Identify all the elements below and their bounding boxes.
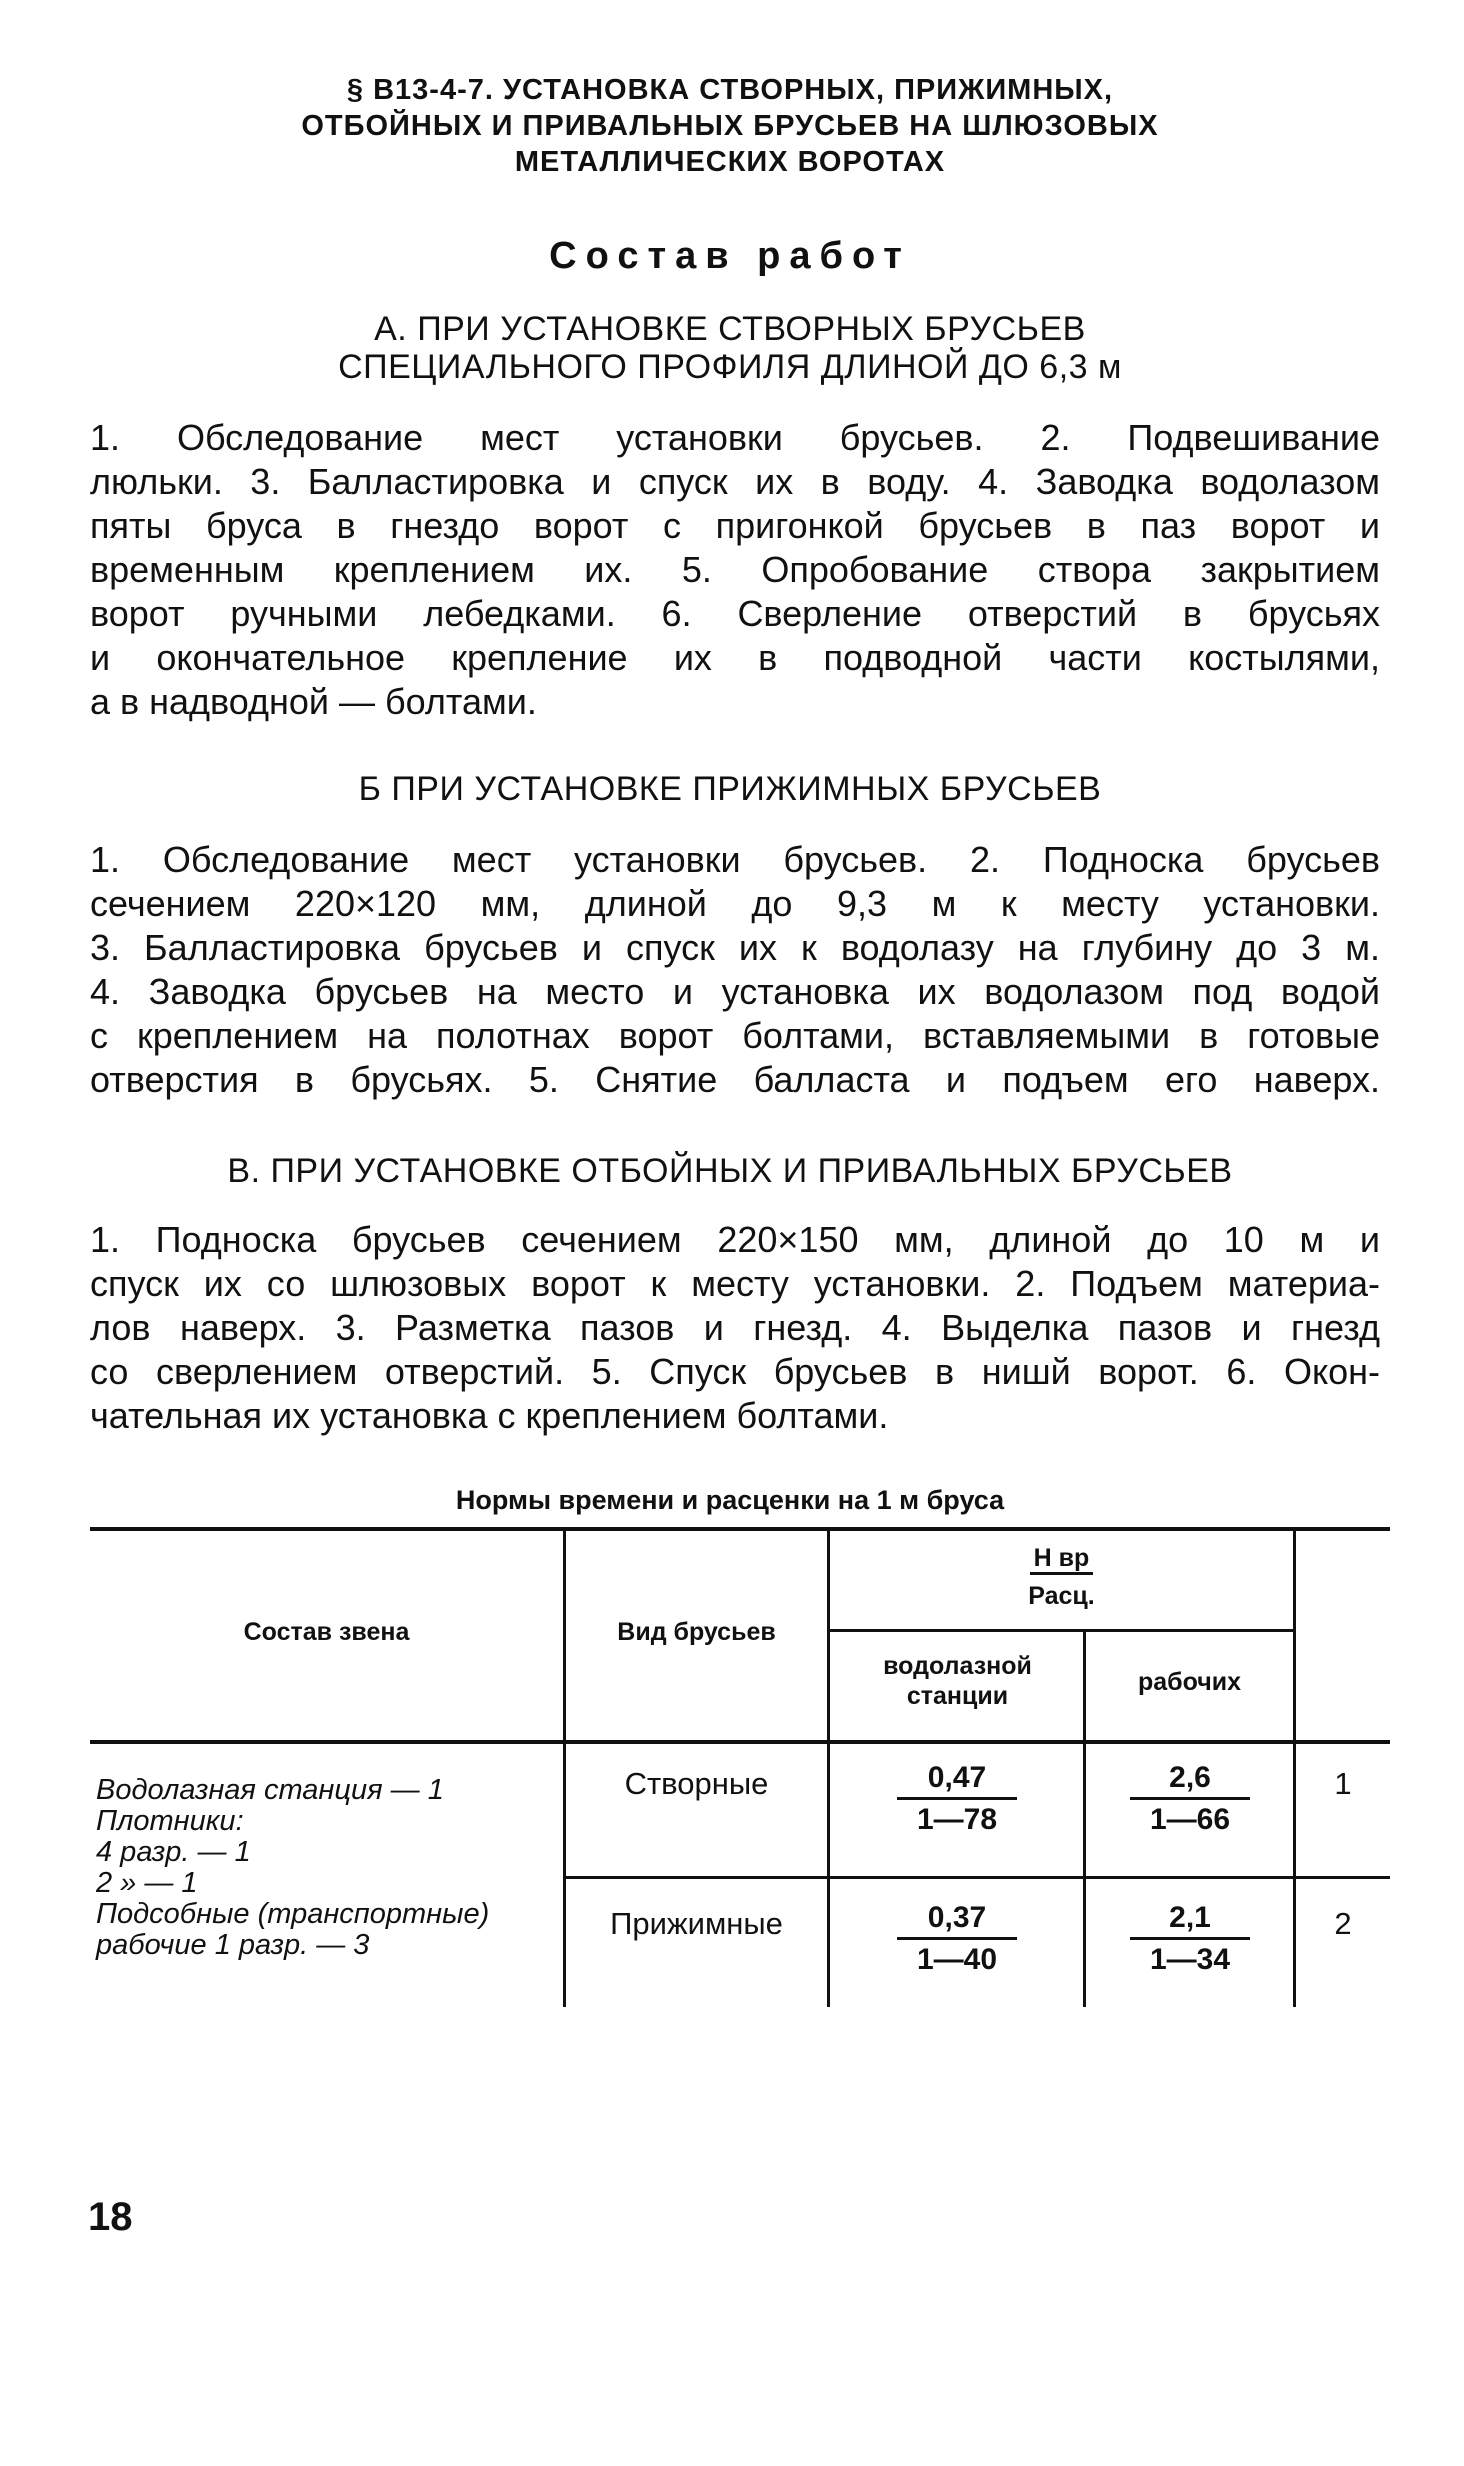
norm-value: 0,37: [927, 1901, 987, 1934]
text-line: а в надводной — болтами.: [90, 681, 537, 722]
text-line: со сверлением отверстий. 5. Спуск брусьев в нишй ворот. 6. Окон-: [90, 1351, 1380, 1392]
heading-line: § В13-4-7. УСТАНОВКА СТВОРНЫХ, ПРИЖИМНЫХ,: [346, 74, 1114, 106]
price-value: 1—34: [1149, 1943, 1231, 1976]
norm-value: 0,47: [927, 1761, 987, 1794]
row1-diver-value: [887, 1759, 1027, 1838]
header-workers: рабочих: [1137, 1668, 1242, 1696]
row2-index: 2: [1334, 1906, 1352, 1941]
work-composition-title: Состав работ: [549, 235, 911, 277]
section-b-title: [130, 770, 1330, 808]
text-line: лов наверх. 3. Разметка пазов и гнезд. 4. Выделка пазов и гнезд: [90, 1307, 1380, 1348]
crew-line: 2 » — 1: [96, 1867, 198, 1899]
row-divider: [565, 1876, 1390, 1879]
section-c-title: [130, 1152, 1330, 1190]
text-line: пяты бруса в гнездо ворот с пригонкой брусьев в паз ворот и: [90, 505, 1380, 546]
text-line: 3. Балластировка брусьев и спуск их к водолазу на глубину до 3 м.: [90, 927, 1380, 968]
section-c-text: [90, 1218, 1380, 1438]
crew-line: Подсобные (транспортные): [96, 1898, 490, 1930]
crew-line: рабочие 1 разр. — 3: [96, 1929, 370, 1961]
section-title-line: Б ПРИ УСТАНОВКЕ ПРИЖИМНЫХ БРУСЬЕВ: [358, 770, 1102, 808]
text-line: с креплением на полотнах ворот болтами, вставляемыми в готовые: [90, 1015, 1380, 1056]
norms-table: [90, 1527, 1390, 2007]
norm-value: 2,6: [1169, 1761, 1211, 1794]
section-title-line: В. ПРИ УСТАНОВКЕ ОТБОЙНЫХ И ПРИВАЛЬНЫХ БРУСЬЕВ: [227, 1152, 1233, 1190]
header-norm-top: Н вр: [1030, 1544, 1094, 1575]
text-line: чательная их установка с креплением болтами.: [90, 1395, 889, 1436]
text-line: ворот ручными лебедками. 6. Сверление отверстий в брусьях: [90, 593, 1380, 634]
section-heading: [130, 72, 1330, 180]
row1-workers-value: [1120, 1759, 1260, 1838]
heading-line: ОТБОЙНЫХ И ПРИВАЛЬНЫХ БРУСЬЕВ НА ШЛЮЗОВЫХ: [301, 110, 1159, 142]
heading-line: МЕТАЛЛИЧЕСКИХ ВОРОТАХ: [514, 146, 946, 178]
header-norm: [830, 1543, 1293, 1573]
price-value: 1—66: [1149, 1803, 1231, 1836]
text-line: и окончательное крепление их в подводной части костылями,: [90, 637, 1380, 678]
header-norm-bottom: Расц.: [1028, 1582, 1095, 1610]
crew-line: 4 разр. — 1: [96, 1836, 251, 1868]
text-line: сечением 220×120 мм, длиной до 9,3 м к месту установки.: [90, 883, 1380, 924]
crew-composition: [96, 1775, 489, 1961]
section-title-line: СПЕЦИАЛЬНОГО ПРОФИЛЯ ДЛИНОЙ ДО 6,3 м: [338, 348, 1122, 386]
norm-value: 2,1: [1169, 1901, 1211, 1934]
text-line: спуск их со шлюзовых ворот к месту установки. 2. Подъем материа-: [90, 1263, 1380, 1304]
section-title-line: А. ПРИ УСТАНОВКЕ СТВОРНЫХ БРУСЬЕВ: [374, 310, 1086, 348]
section-a-text: [90, 416, 1380, 724]
page-number: 18: [88, 2195, 133, 2239]
text-line: 1. Обследование мест установки брусьев. 2. Подноска брусьев: [90, 839, 1380, 880]
header-bottom-rule: [90, 1740, 1390, 1744]
section-b-text: [90, 838, 1380, 1102]
text-line: люльки. 3. Балластировка и спуск их в воду. 4. Заводка водолазом: [90, 461, 1380, 502]
row1-type: Створные: [624, 1766, 769, 1801]
table-top-rule: [90, 1527, 1390, 1531]
header-crew: Состав звена: [243, 1618, 410, 1646]
crew-line: Водолазная станция — 1: [96, 1774, 444, 1806]
header-type: Вид брусьев: [617, 1618, 776, 1646]
row2-workers-value: [1120, 1899, 1260, 1978]
text-line: 4. Заводка брусьев на место и установка их водолазом под водой: [90, 971, 1380, 1012]
row1-index: 1: [1334, 1766, 1352, 1801]
text-line: 1. Подноска брусьев сечением 220×150 мм, длиной до 10 м и: [90, 1219, 1380, 1260]
price-value: 1—40: [916, 1943, 998, 1976]
price-value: 1—78: [916, 1803, 998, 1836]
row2-type: Прижимные: [610, 1906, 783, 1941]
text-line: временным креплением их. 5. Опробование створа закрытием: [90, 549, 1380, 590]
row2-diver-value: [887, 1899, 1027, 1978]
text-line: отверстия в брусьях. 5. Снятие балласта и подъем его наверх.: [90, 1059, 1380, 1100]
header-sub-rule: [830, 1629, 1295, 1632]
section-a-title: [130, 310, 1330, 386]
crew-line: Плотники:: [96, 1805, 244, 1837]
header-diver: водолазной станции: [883, 1652, 1032, 1710]
table-caption: Нормы времени и расценки на 1 м бруса: [455, 1485, 1005, 1515]
text-line: 1. Обследование мест установки брусьев. 2. Подвешивание: [90, 417, 1380, 458]
